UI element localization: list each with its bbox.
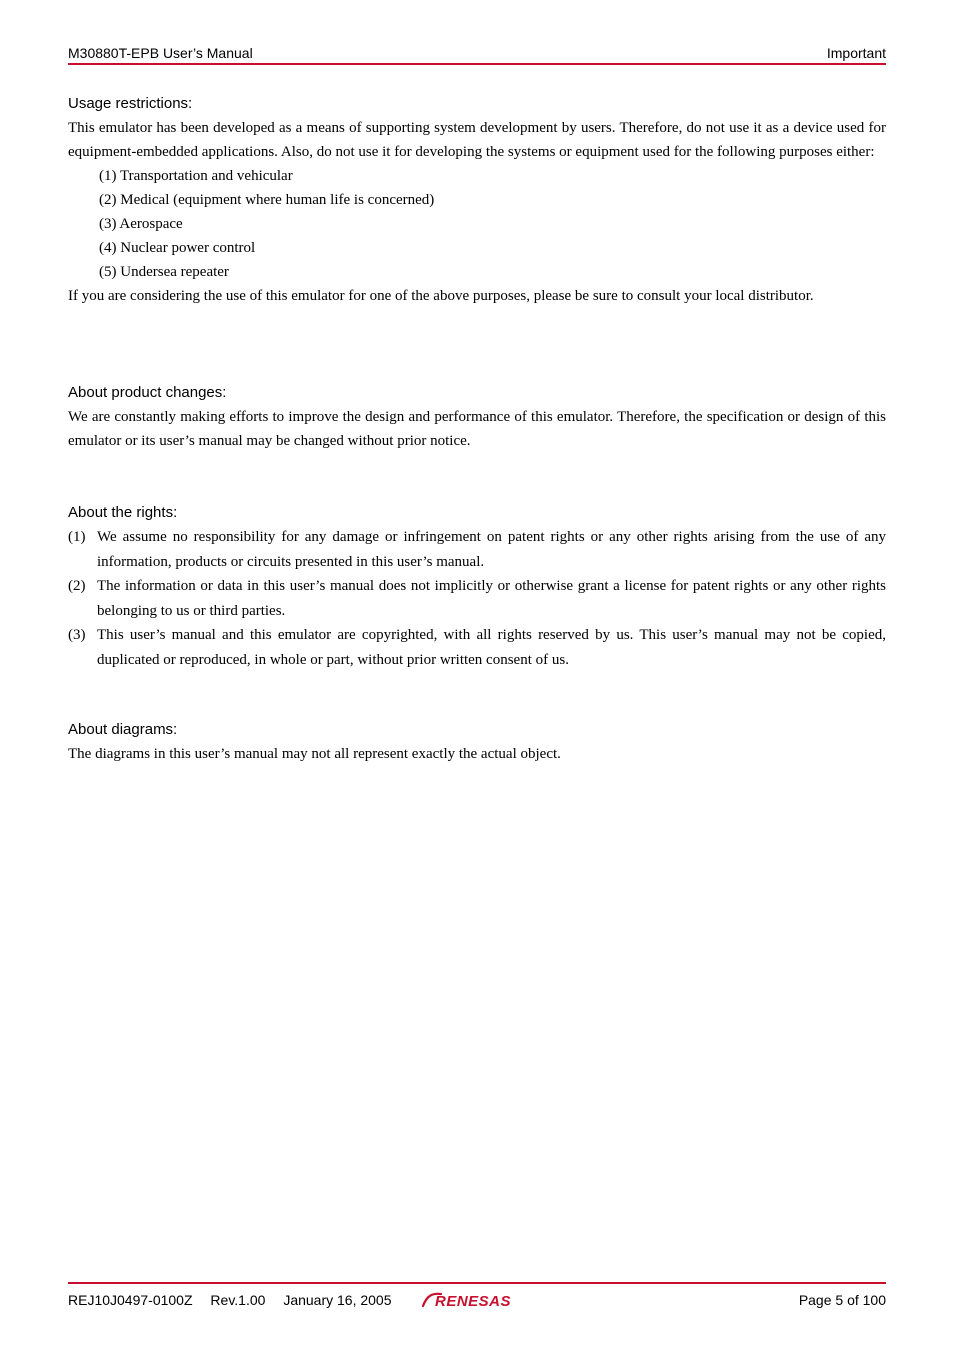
footer-reference bbox=[68, 1291, 406, 1309]
footer-rule bbox=[68, 1282, 886, 1284]
usage-restrictions-intro: This emulator has been developed as a means of supporting system development by users. Therefore, do not use it as a device used for equipment-embedded applications. Also, do not use it for developing the systems or equipment used for the following purposes either: bbox=[68, 120, 886, 160]
rights-section bbox=[68, 501, 886, 672]
rights-item-text: We assume no responsibility for any damage or infringement on patent rights or any other rights arising from the use of any information, products or circuits presented in this user’s manual. bbox=[97, 529, 886, 570]
usage-restrictions-section bbox=[68, 92, 886, 308]
page-number: Page 5 of 100 bbox=[798, 1292, 886, 1308]
header-title: M30880T-EPB User’s Manual bbox=[68, 45, 253, 61]
rights-item-number: (3) bbox=[68, 627, 86, 643]
header-rule bbox=[68, 63, 886, 65]
product-changes-section bbox=[68, 381, 886, 453]
renesas-logo bbox=[421, 1291, 533, 1309]
footer-doc-number: REJ10J0497-0100Z bbox=[68, 1292, 193, 1308]
list-item: (2) Medical (equipment where human life is concerned) bbox=[99, 192, 435, 208]
list-item: (1) Transportation and vehicular bbox=[99, 168, 293, 184]
rights-item-number: (1) bbox=[68, 529, 86, 545]
footer-date: January 16, 2005 bbox=[283, 1292, 392, 1308]
diagrams-section bbox=[68, 718, 886, 766]
usage-restrictions-heading: Usage restrictions: bbox=[68, 95, 193, 112]
renesas-logo-icon bbox=[421, 1291, 533, 1309]
rights-item-number: (2) bbox=[68, 578, 86, 594]
diagrams-text: The diagrams in this user’s manual may not all represent exactly the actual object. bbox=[68, 746, 561, 762]
list-item: (5) Undersea repeater bbox=[99, 264, 229, 280]
product-changes-heading: About product changes: bbox=[68, 384, 227, 401]
rights-item bbox=[68, 525, 886, 574]
usage-restrictions-closing: If you are considering the use of this emulator for one of the above purposes, please be sure to consult your local distributor. bbox=[68, 288, 814, 304]
rights-item bbox=[68, 574, 886, 623]
rights-heading: About the rights: bbox=[68, 504, 178, 521]
logo-text: RENESAS bbox=[435, 1293, 512, 1309]
diagrams-heading: About diagrams: bbox=[68, 721, 178, 738]
rights-item-text: The information or data in this user’s manual does not implicitly or otherwise grant a license for patent rights or any other rights belonging to us or third parties. bbox=[97, 578, 886, 619]
rights-item-text: This user’s manual and this emulator are copyrighted, with all rights reserved by us. This user’s manual may not be copied, duplicated or reproduced, in whole or part, without prior written consent of us. bbox=[97, 627, 886, 668]
footer-revision: Rev.1.00 bbox=[210, 1292, 266, 1308]
list-item: (4) Nuclear power control bbox=[99, 240, 256, 256]
header-section: Important bbox=[826, 45, 886, 61]
product-changes-text: We are constantly making efforts to improve the design and performance of this emulator. Therefore, the specification or design of this emulator or its user’s manual may be changed without prior notice. bbox=[68, 409, 886, 449]
list-item: (3) Aerospace bbox=[99, 216, 183, 232]
rights-item bbox=[68, 623, 886, 672]
